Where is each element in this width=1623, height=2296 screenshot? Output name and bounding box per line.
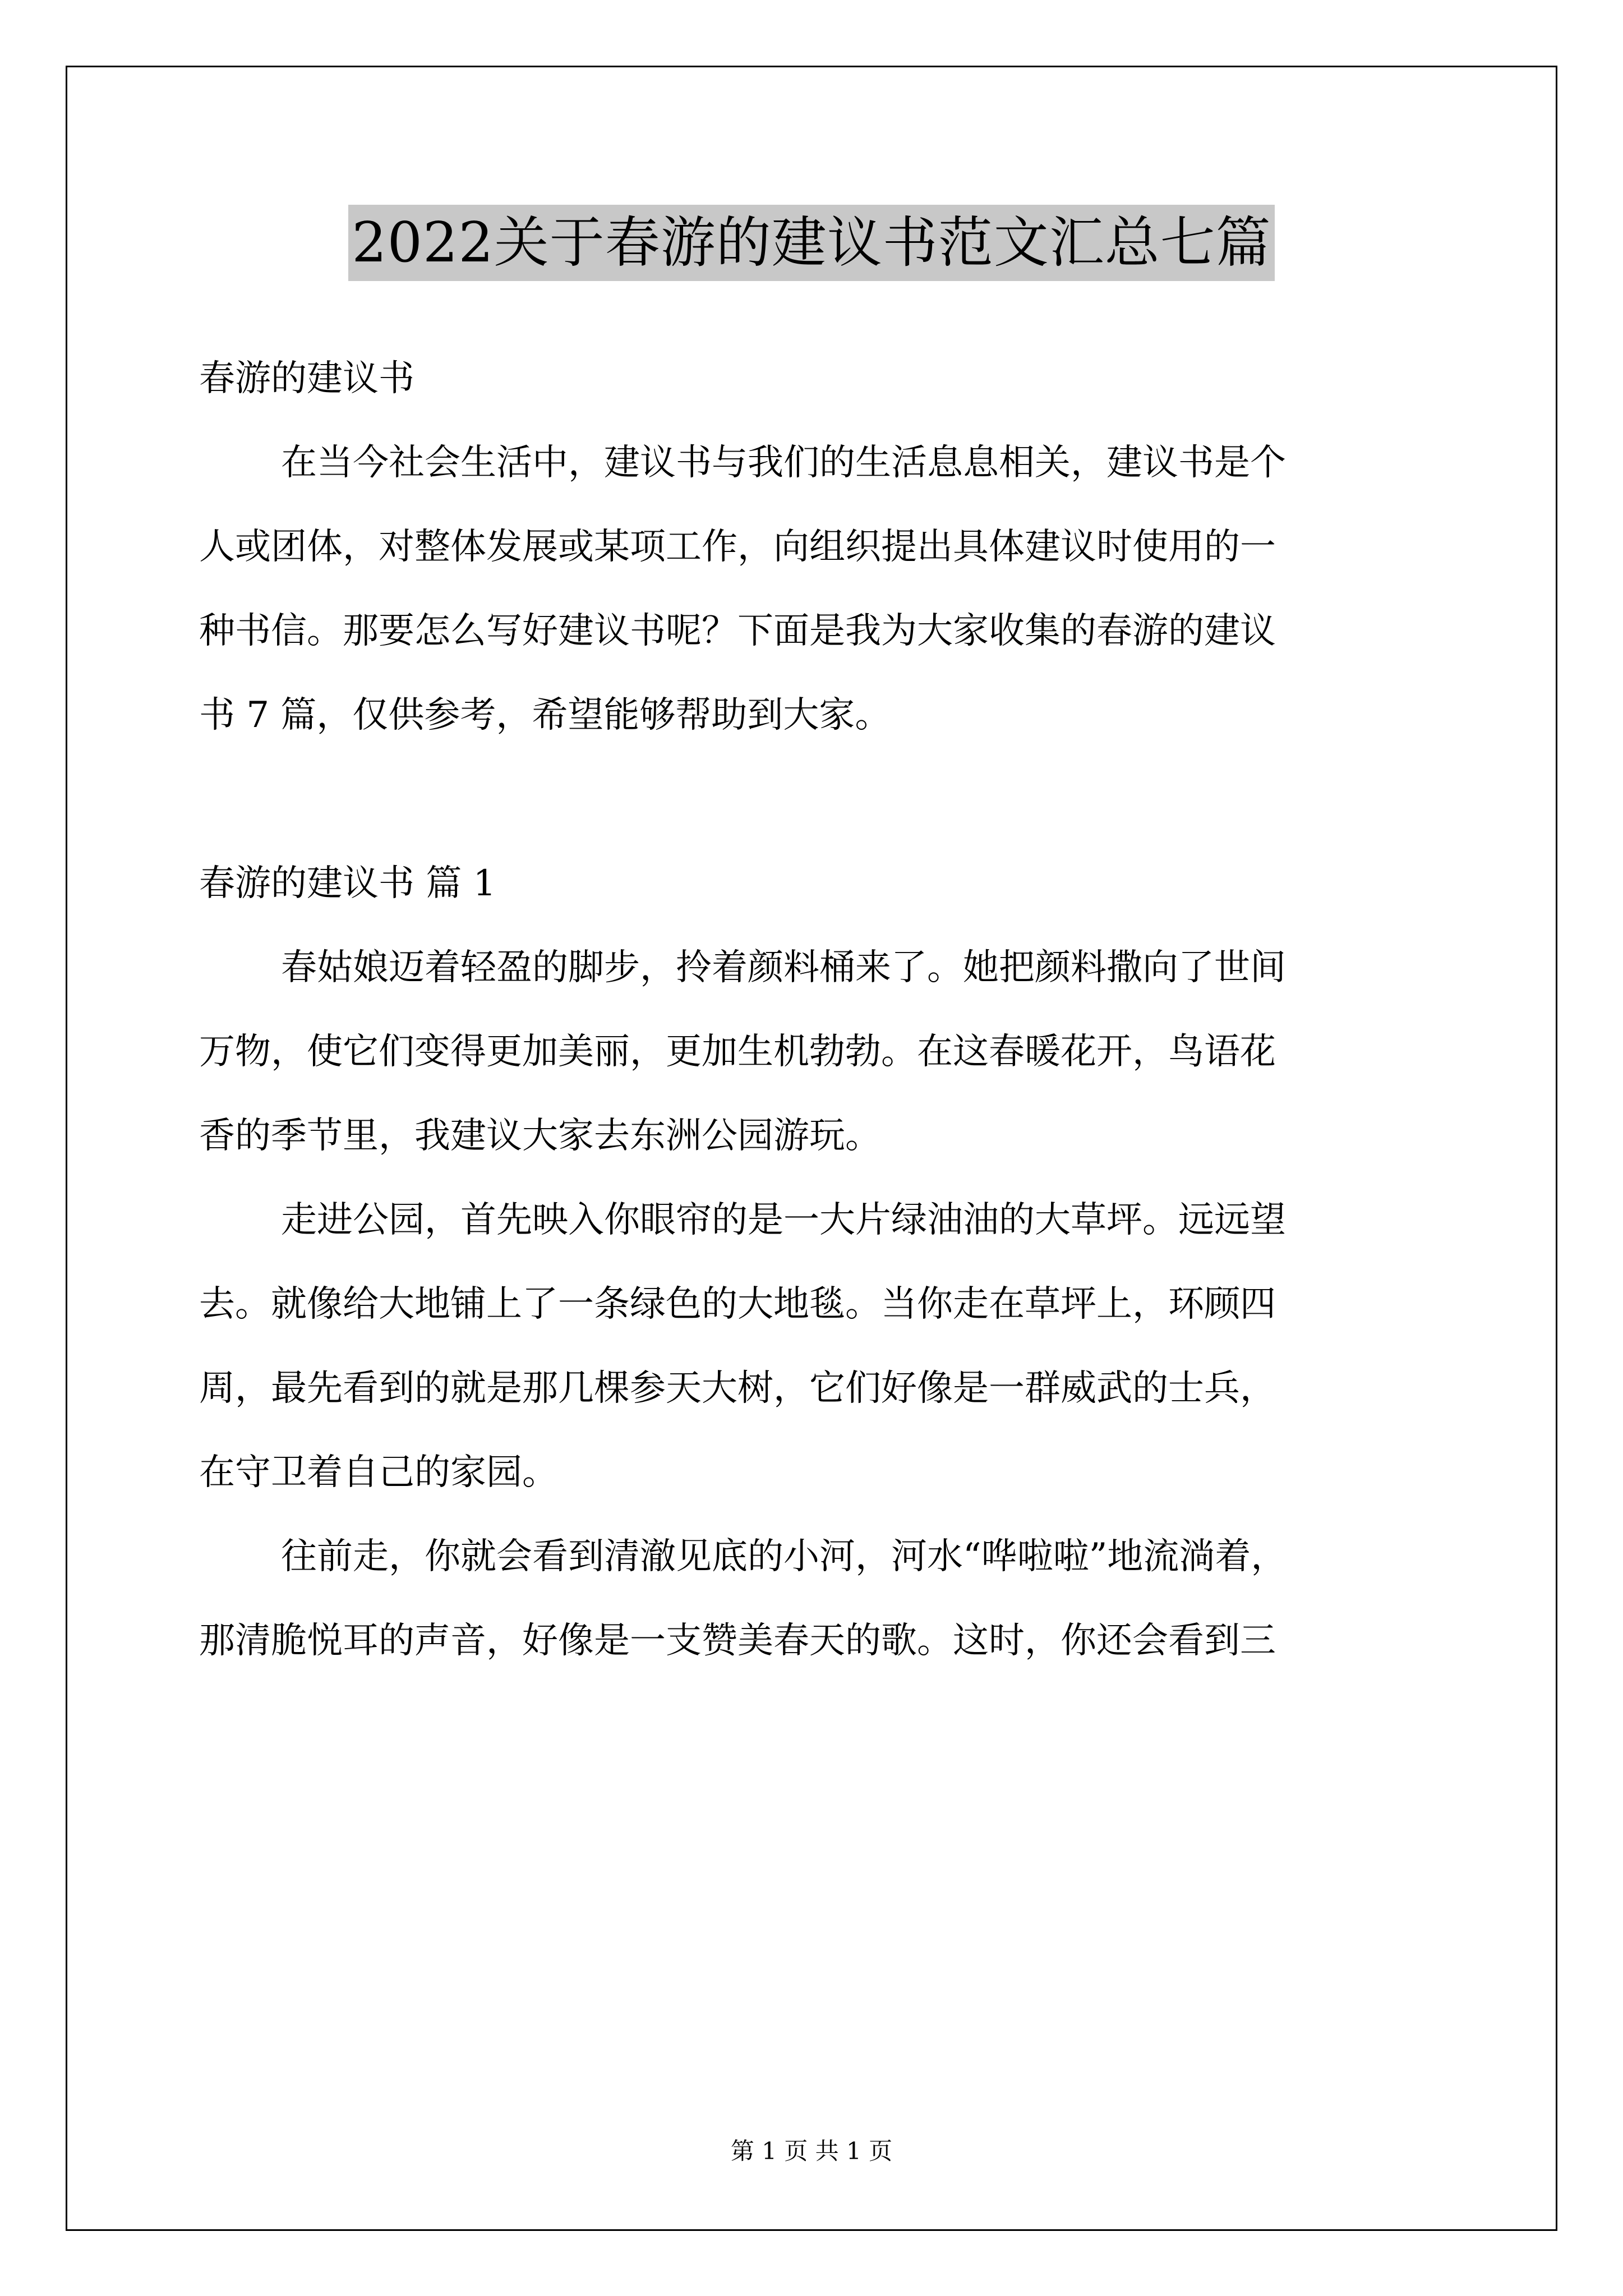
section-one-heading: 春游的建议书 篇 1	[199, 863, 496, 904]
paragraph-three-line-1: 往前走，你就会看到清澈见底的小河，河水“哗啦啦”地流淌着，	[281, 1536, 1287, 1577]
intro-heading: 春游的建议书	[199, 358, 414, 399]
document-title: 2022关于春游的建议书范文汇总七篇	[348, 205, 1274, 281]
paragraph-one-line-3: 香的季节里，我建议大家去东洲公园游玩。	[199, 1115, 881, 1157]
intro-line-3: 种书信。那要怎么写好建议书呢？下面是我为大家收集的春游的建议	[199, 610, 1276, 652]
intro-line-1: 在当今社会生活中，建议书与我们的生活息息相关，建议书是个	[281, 442, 1286, 484]
paragraph-two-line-1: 走进公园，首先映入你眼帘的是一大片绿油油的大草坪。远远望	[281, 1199, 1286, 1241]
document-body	[199, 337, 1433, 1683]
paragraph-one-line-1: 春姑娘迈着轻盈的脚步，拎着颜料桶来了。她把颜料撒向了世间	[281, 947, 1286, 988]
paragraph-two-line-2: 去。就像给大地铺上了一条绿色的大地毯。当你走在草坪上，环顾四	[199, 1283, 1276, 1325]
paragraph-two-line-3: 周，最先看到的就是那几棵参天大树，它们好像是一群威武的士兵，	[199, 1368, 1276, 1409]
intro-line-2: 人或团体，对整体发展或某项工作，向组织提出具体建议时使用的一	[199, 526, 1276, 568]
intro-line-4: 书 7 篇，仅供参考，希望能够帮助到大家。	[199, 694, 891, 736]
paragraph-two-line-4: 在守卫着自己的家园。	[199, 1452, 558, 1493]
page-footer: 第 1 页 共 1 页	[730, 2137, 893, 2165]
section-gap	[199, 757, 1433, 841]
title-container	[0, 205, 1623, 281]
paragraph-three-line-2: 那清脆悦耳的声音，好像是一支赞美春天的歌。这时，你还会看到三	[199, 1620, 1276, 1662]
paragraph-one-line-2: 万物，使它们变得更加美丽，更加生机勃勃。在这春暖花开，鸟语花	[199, 1031, 1276, 1073]
